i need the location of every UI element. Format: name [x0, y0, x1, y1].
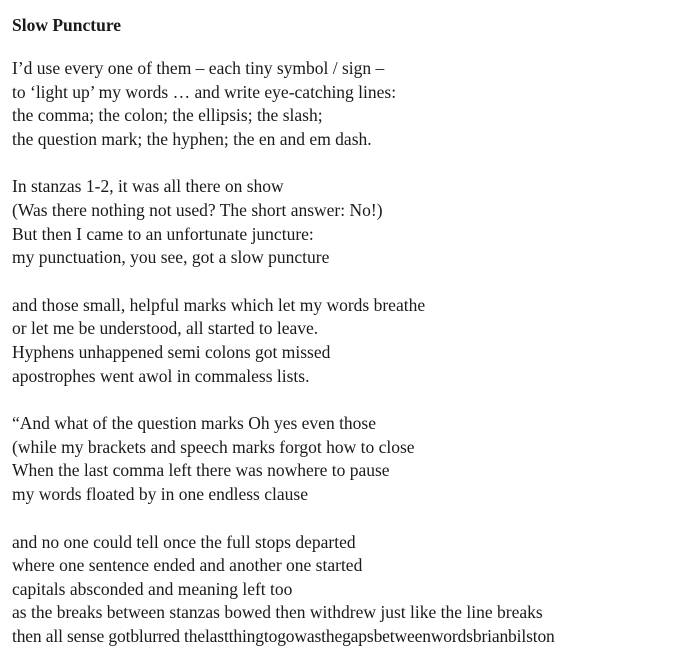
poem-line: apostrophes went awol in commaless lists. [12, 365, 310, 386]
poem-line: my punctuation, you see, got a slow puncture [12, 247, 330, 268]
poem-line: and no one could tell once the full stops departed [12, 531, 356, 552]
poem-line: and those small, helpful marks which let my words breathe [12, 294, 426, 315]
poem-line: I’d use every one of them – each tiny symbol / sign – [12, 58, 385, 78]
poem-line: Hyphens unhappened semi colons got missed [12, 341, 331, 362]
poem-line: my words floated by in one endless clause [12, 483, 308, 504]
poem-title: Slow Puncture [12, 15, 122, 35]
poem-page [12, 14, 667, 672]
poem-line: (while my brackets and speech marks forgot how to close [12, 436, 415, 457]
stanza-5 [12, 531, 667, 649]
poem-line: When the last comma left there was nowhere to pause [12, 460, 390, 481]
stanza-2 [12, 175, 667, 269]
poem-line: “And what of the question marks Oh yes even those [12, 413, 377, 434]
stanza-4 [12, 412, 667, 506]
poem-line: where one sentence ended and another one started [12, 555, 363, 576]
poem-line: the comma; the colon; the ellipsis; the slash; [12, 105, 323, 126]
poem-line-final: then all sense gotblurred thelastthingtogowasthegapsbetweenwordsbrianbilston [12, 625, 555, 646]
stanza-1 [12, 57, 667, 151]
poem-line: as the breaks between stanzas bowed then withdrew just like the line breaks [12, 602, 543, 623]
poem-line: (Was there nothing not used? The short answer: No!) [12, 199, 383, 220]
poem-line: But then I came to an unfortunate juncture: [12, 223, 314, 244]
poem-line: In stanzas 1-2, it was all there on show [12, 176, 284, 197]
stanza-3 [12, 294, 667, 388]
poem-line: or let me be understood, all started to leave. [12, 318, 319, 339]
poem-line: to ‘light up’ my words … and write eye-catching lines: [12, 81, 397, 102]
poem-line: the question mark; the hyphen; the en and em dash. [12, 128, 372, 149]
poem-line: capitals absconded and meaning left too [12, 578, 293, 599]
